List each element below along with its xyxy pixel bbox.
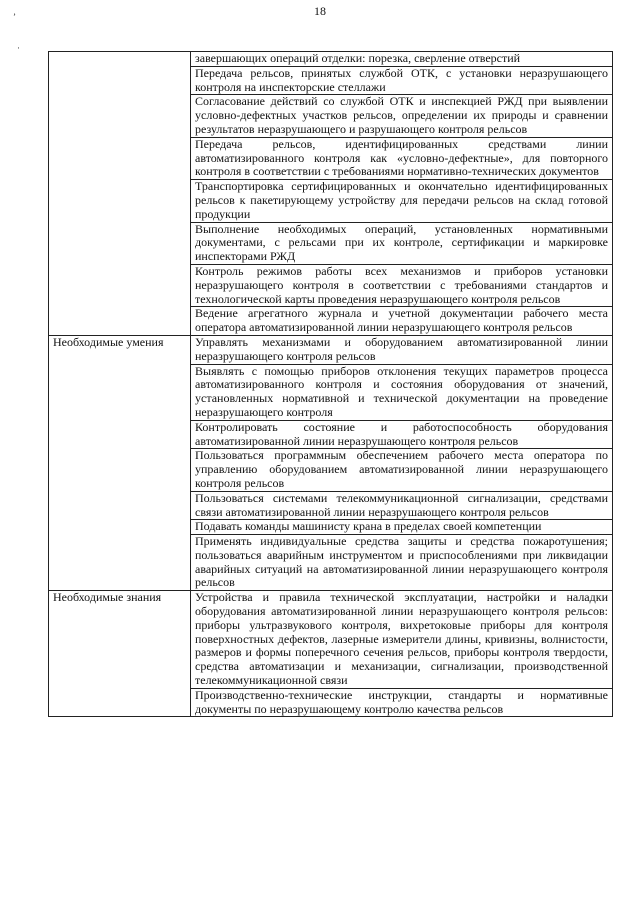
table-cell: Транспортировка сертифицированных и окончательно идентифицированных рельсов к пакетирующему устройству для передачи рельсов на склад готовой продукции (191, 180, 613, 222)
group-label: Необходимые умения (49, 335, 191, 590)
table-cell: Выполнение необходимых операций, установленных нормативными документами, с рельсами при их контроле, сертификации и маркировке инспекторами РЖД (191, 222, 613, 264)
table-row (49, 52, 613, 67)
table-cell: Подавать команды машинисту крана в пределах своей компетенции (191, 520, 613, 535)
table-cell: Передача рельсов, принятых службой ОТК, с установки неразрушающего контроля на инспекторские стеллажи (191, 66, 613, 95)
table-cell: Устройства и правила технической эксплуатации, настройки и наладки оборудования автоматизированной линии неразрушающего контроля рельсов: приборы ультразвукового контроля, вихретоковые приборы для контроля поверхностных дефектов, лазерные измерители длины, кривизны, волнистости, размеров и формы поперечного сечения рельсов, приборы контроля твердости, средства автоматизации и механизации, сигнализации, производственной телекоммуникационной связи (191, 591, 613, 689)
page-number: 18 (314, 4, 326, 18)
scan-dot-icon: · (17, 43, 20, 53)
group-label (49, 52, 191, 336)
table-row (49, 335, 613, 364)
group-label: Необходимые знания (49, 591, 191, 717)
requirements-table-body (49, 52, 613, 717)
table-cell: Ведение агрегатного журнала и учетной документации рабочего места оператора автоматизированной линии неразрушающего контроля рельсов (191, 307, 613, 336)
table-cell: Передача рельсов, идентифицированных средствами линии автоматизированного контроля как «условно-дефектные», для повторного контроля в соответствии с требованиями нормативно-технических документов (191, 137, 613, 179)
table-cell: Выявлять с помощью приборов отклонения текущих параметров процесса автоматизированного контроля и состояния оборудования от значений, установленных нормативной и технической документации на проведение неразрушающего контроля (191, 364, 613, 420)
table-cell: Согласование действий со службой ОТК и инспекцией РЖД при выявлении условно-дефектных участков рельсов, определении их природы и сравнении результатов неразрушающего и разрушающего контроля рельсов (191, 95, 613, 137)
table-cell: Управлять механизмами и оборудованием автоматизированной линии неразрушающего контроля рельсов (191, 335, 613, 364)
table-row (49, 591, 613, 689)
table-cell: Контроль режимов работы всех механизмов и приборов установки неразрушающего контроля в соответствии с требованиями стандартов и технологической карты проведения неразрушающего контроля рельсов (191, 264, 613, 306)
table-cell: Производственно-технические инструкции, стандарты и нормативные документы по неразрушающему контролю качества рельсов (191, 688, 613, 717)
table-cell: Контролировать состояние и работоспособность оборудования автоматизированной линии неразрушающего контроля рельсов (191, 420, 613, 449)
requirements-table (48, 51, 613, 717)
table-cell: Применять индивидуальные средства защиты и средства пожаротушения; пользоваться аварийным инструментом и приспособлениями при ликвидации аварийных ситуаций на автоматизированной линии неразрушающего контроля рельсов (191, 535, 613, 591)
table-cell: Пользоваться программным обеспечением рабочего места оператора по управлению оборудованием автоматизированной линии неразрушающего контроля рельсов (191, 449, 613, 491)
scan-mark-icon: ’ (13, 12, 16, 22)
table-cell: Пользоваться системами телекоммуникационной сигнализации, средствами связи автоматизированной линии неразрушающего контроля рельсов (191, 491, 613, 520)
table-cell: завершающих операций отделки: порезка, сверление отверстий (191, 52, 613, 67)
